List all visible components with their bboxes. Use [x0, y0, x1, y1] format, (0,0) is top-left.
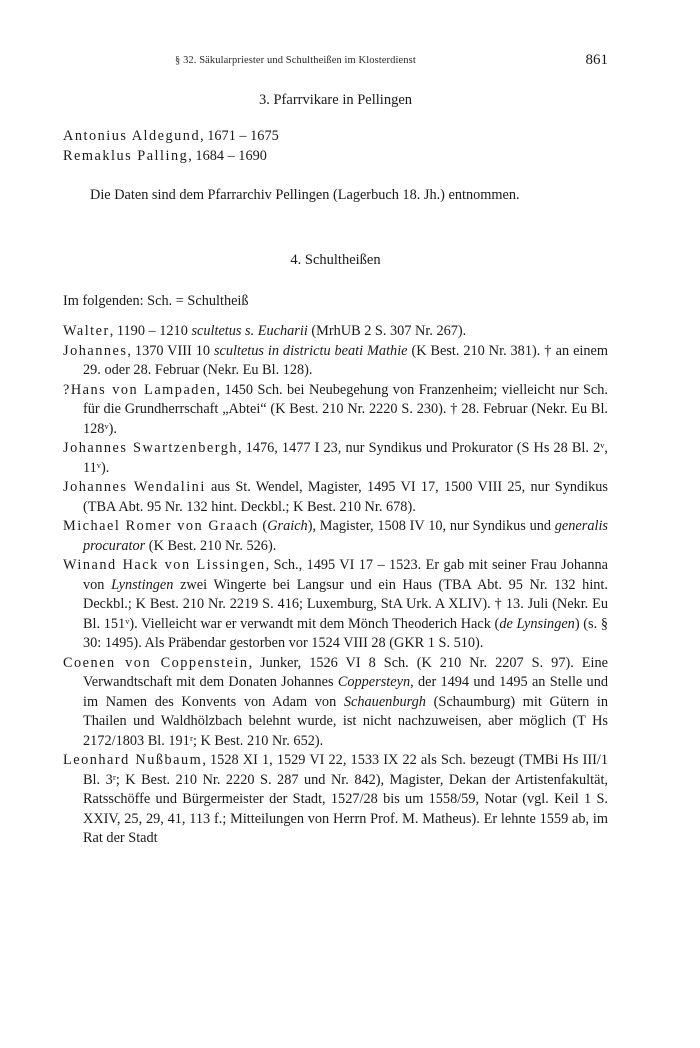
schultheiss-entry	[63, 478, 608, 517]
entry-text: zwei Wingerte bei Langsur und ein Haus (TBA Abt. 95 Nr. 132 hint. Deckbl.; K Best. 210 Nr. 2219 S. 416; Luxemburg, StA Urk. A XLIV). † 13. Juli (Nekr. Eu Bl. 151ᵛ). Vielleicht war er verwandt mit dem Mönch Theoderich Hack (	[83, 576, 608, 632]
vicar-entry	[63, 127, 608, 147]
entry-latin: generalis procurator	[83, 518, 608, 554]
entry-latin: Graich	[267, 518, 308, 534]
schultheiss-entry	[63, 654, 608, 752]
entry-text: (K Best. 210 Nr. 381). † an einem 29. oder 28. Februar (Nekr. Eu Bl. 128).	[83, 342, 609, 378]
section-4-heading: 4. Schultheißen	[290, 252, 381, 268]
entry-text: aus St. Wendel, Magister, 1495 VI 17, 1500 VIII 25, nur Syndikus (TBA Abt. 95 Nr. 132 hint. Deckbl.; K Best. 210 Nr. 678).	[83, 479, 608, 515]
person-name: Remaklus Palling	[63, 147, 189, 164]
entry-latin: Lynstingen	[111, 576, 174, 593]
person-name: ?Hans von Lampaden	[63, 381, 217, 398]
entry-text: (Schaumburg) mit Gütern in Thailen und Waldhölzbach belehnt wurde, ist nicht nachzuweisen, aber möglich (T Hs 2172/1803 Bl. 191ʳ; K Best. 210 Nr. 652).	[83, 693, 609, 749]
entry-latin: Coppersteyn	[337, 674, 411, 690]
person-name: Walter	[63, 323, 110, 339]
entry-text: ) (s. § 30: 1495). Als Präbendar gestorben vor 1524 VIII 28 (GKR 1 S. 510).	[83, 615, 608, 651]
person-name: Johannes Swartzenbergh	[63, 440, 238, 456]
schultheiss-entry	[63, 517, 608, 556]
person-name: Winand Hack von Lissingen	[63, 557, 266, 573]
person-name: Johannes Wendalini	[63, 479, 206, 495]
entry-text: , 1476, 1477 I 23, nur Syndikus und Prokurator (S Hs 28 Bl. 2ᵛ, 11ᵛ).	[83, 440, 608, 476]
vicar-entry	[63, 147, 608, 167]
entry-latin: scultetus s. Eucharii	[191, 323, 308, 339]
person-name: Leonhard Nußbaum	[63, 752, 203, 768]
person-name: Antonius Aldegund	[63, 128, 201, 144]
schultheiss-entry	[63, 381, 608, 440]
entry-text: (	[258, 518, 268, 534]
entry-latin: de Lynsingen	[499, 615, 575, 632]
entry-text: , der 1494 und 1495 an Stelle und im Namen des Konvents von Adam von	[83, 674, 608, 710]
schultheiss-entry	[63, 439, 608, 478]
section-3-note: Die Daten sind dem Pfarrarchiv Pellingen (Lagerbuch 18. Jh.) entnommen.	[90, 187, 520, 203]
section-3-list	[63, 127, 608, 166]
running-title: § 32. Säkularpriester und Schultheißen im Klosterdienst	[175, 55, 416, 66]
entry-latin: scultetus in districtu beati Mathie	[213, 342, 408, 359]
person-name: Coenen von Coppenstein	[63, 654, 249, 671]
schultheiss-entry	[63, 322, 608, 342]
schultheiss-entry	[63, 342, 608, 381]
entry-latin: Schauenburgh	[343, 693, 426, 710]
entry-text: (K Best. 210 Nr. 526).	[145, 537, 277, 554]
entry-text: , 1671 – 1675	[200, 128, 279, 144]
entry-text: , 1684 – 1690	[188, 147, 267, 164]
person-name: Michael Romer von Graach	[63, 518, 259, 534]
entry-text: , 1370 VIII 10	[127, 342, 214, 359]
entry-text: , Junker, 1526 VI 8 Sch. (K 210 Nr. 2207 S. 97). Eine Verwandtschaft mit dem Donaten Johannes	[83, 654, 608, 690]
entry-text: , 1528 XI 1, 1529 VI 22, 1533 IX 22 als Sch. bezeugt (TMBi Hs III/1 Bl. 3ʳ; K Best. 210 Nr. 2220 S. 287 und Nr. 842), Magister, Dekan der Artistenfakultät, Ratsschöffe und Bürgermeister der Stadt, 1527/28 bis um 1558/59, Notar (vgl. Keil 1 S. XXIV, 25, 29, 41, 113 f.; Mitteilungen von Herrn Prof. M. Matheus). Er lehnte 1559 ab, im Rat der Stadt	[83, 752, 608, 846]
page-header	[63, 52, 608, 72]
section-3-heading: 3. Pfarrvikare in Pellingen	[258, 92, 412, 108]
schultheiss-entry	[63, 751, 608, 849]
entry-text: ), Magister, 1508 IV 10, nur Syndikus und	[307, 518, 555, 534]
entry-text: , 1450 Sch. bei Neubegehung von Franzenheim; vielleicht nur Sch. für die Grundherrschaft „Abtei“ (K Best. 210 Nr. 2220 S. 230). † 28. Februar (Nekr. Eu Bl. 128ᵛ).	[83, 381, 608, 437]
section-4-intro: Im folgenden: Sch. = Schultheiß	[63, 293, 249, 309]
entry-text: (MrhUB 2 S. 307 Nr. 267).	[307, 323, 467, 339]
entry-text: , 1190 – 1210	[109, 323, 192, 339]
person-name: Johannes	[63, 342, 128, 359]
section-4-list	[63, 322, 608, 849]
entry-text: , Sch., 1495 VI 17 – 1523. Er gab mit seiner Frau Johanna von	[83, 557, 608, 593]
page-number: 861	[585, 52, 608, 68]
schultheiss-entry	[63, 556, 608, 654]
